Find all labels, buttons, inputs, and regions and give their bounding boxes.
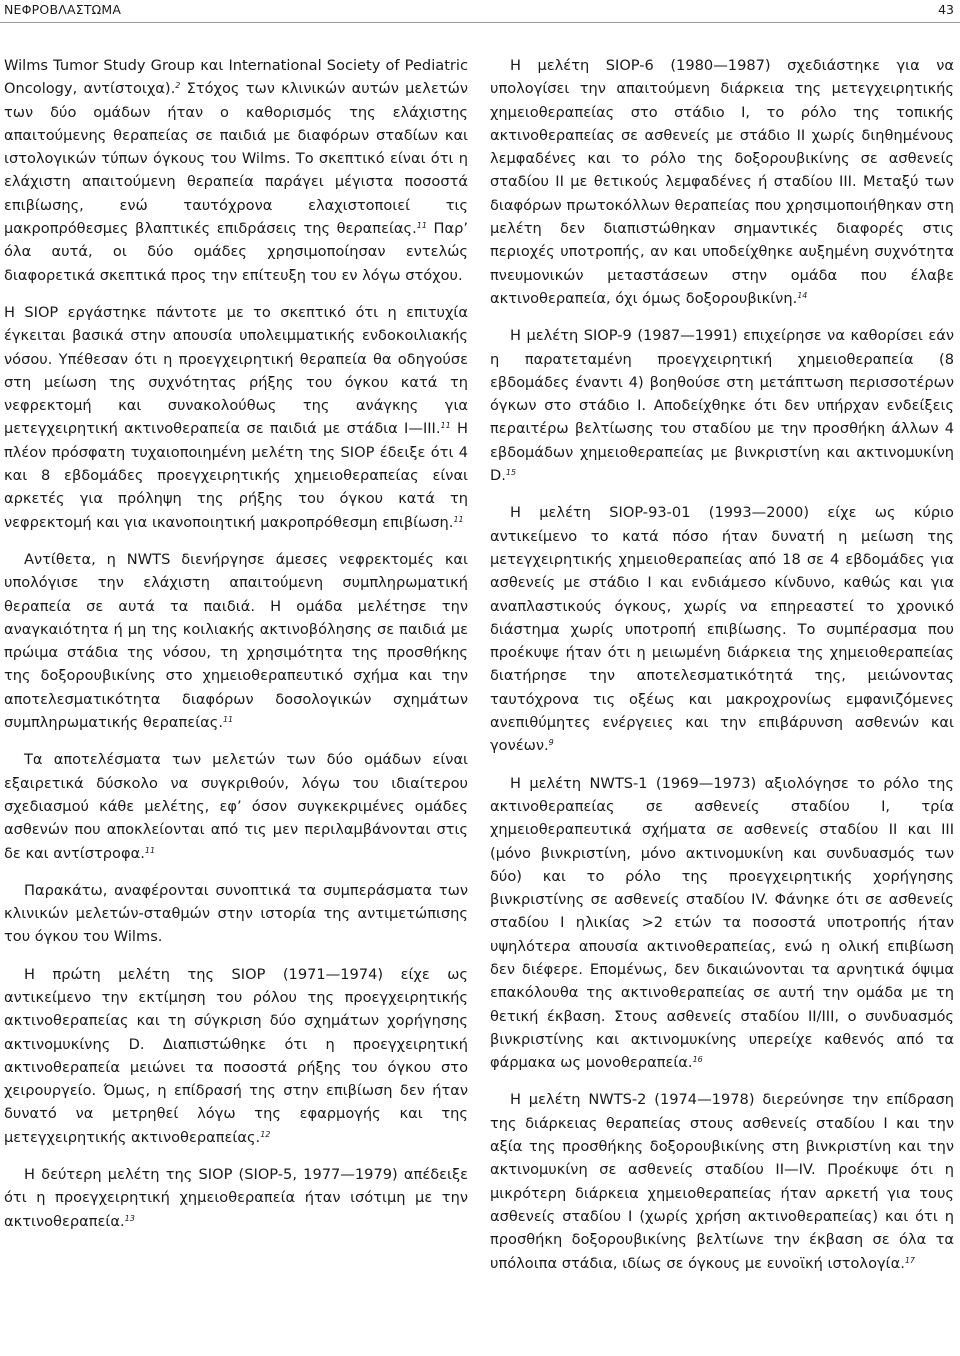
paragraph: Αντίθετα, η NWTS διενήργησε άμεσες νεφρεκτομές και υπολόγισε την ελάχιστη απαιτούμενη συμπληρωματική θεραπεία σε αυτά τα παιδιά. Η ομάδα μελέτησε την αναγκαιότητα ή μη της κοιλιακής ακτινοβόλησης σε παιδιά με πρώιμα στάδια της νόσου, τη χρησιμότητα της προσθήκης της δοξορουβικίνης στο χημειοθεραπευτικό σχήμα και την αποτελεσματικότητα διαφόρων δοσολογικών σχημάτων συμπληρωματικής θεραπείας.$^{11}$ <box>4 550 468 732</box>
paragraph: Η μελέτη SIOP-9 (1987—1991) επιχείρησε να καθορίσει εάν η παρατεταμένη προεγχειρητική χημειοθεραπεία (8 εβδομάδες έναντι 4) βοηθούσε στη μετάπτωση περισσοτέρων όγκων στο στάδιο Ι. Αποδείχθηκε ότι δεν υπήρχαν ενδείξεις περαιτέρω βελτίωσης του σταδίου με την προσθήκη άλλων 4 εβδομάδων χημειοθεραπείας με βινκριστίνη και ακτινομυκίνη D.$^{15}$ <box>490 327 954 485</box>
paragraph: Η μελέτη NWTS-1 (1969—1973) αξιολόγησε το ρόλο της ακτινοθεραπείας σε ασθενείς σταδίου Ι, τρία χημειοθεραπευτικά σχήματα σε ασθενείς σταδίου ΙΙ και ΙΙΙ (μόνο βινκριστίνη, μόνο ακτινομυκίνη και συνδυασμός των δύο) και το ρόλο της προεγχειρητικής χορήγησης βινκριστίνης σε ασθενείς σταδίου IV. Φάνηκε ότι σε ασθενείς σταδίου Ι ηλικίας >2 ετών τα ποσοστά υποτροπής ήταν υψηλότερα απουσία ακτινοθεραπείας, ενώ η ολική επιβίωση δεν διέφερε. Επομένως, δεν δικαιώνονται τα αρνητικά όψιμα επακόλουθα της ακτινοθεραπείας σε αυτή την ομάδα με τη θετική έκβαση. Στους ασθενείς σταδίου ΙΙ/ΙΙΙ, ο συνδυασμός βινκριστίνης και ακτινομυκίνης υπερείχε καθενός από τα φάρμακα ως μονοθεραπεία.$^{16}$ <box>490 774 954 1072</box>
paragraph: Η μελέτη SIOP-93-01 (1993—2000) είχε ως κύριο αντικείμενο το κατά πόσο ήταν δυνατή η μείωση της μετεγχειρητικής χημειοθεραπείας από 18 σε 4 εβδομάδες για ασθενείς με στάδιο Ι και ενδιάμεσο κίνδυνο, καθώς και για αναπλαστικούς όγκους, χωρίς να επηρεαστεί το χρονικό διάστημα χωρίς υποτροπή επιβίωσης. Το συμπέρασμα που προέκυψε ήταν ότι η μειωμένη διάρκεια της χημειοθεραπείας διατήρησε την αποτελεσματικότητά της, μειώνοντας ταυτόχρονα τις οξέως και μακροχρονίως εμφανιζόμενες ανεπιθύμητες ενέργειες και την επιβάρυνση ασθενών και γονέων.$^9$ <box>490 504 954 755</box>
page-number: 43 <box>938 2 954 17</box>
running-title: ΝΕΦΡΟΒΛΑΣΤΩΜΑ <box>4 2 122 17</box>
paragraph: Η πρώτη μελέτη της SIOP (1971—1974) είχε ως αντικείμενο την εκτίμηση του ρόλου της προεγχειρητικής ακτινοθεραπείας και τη σύγκριση δύο σχημάτων χορήγησης ακτινομυκίνης D. Διαπιστώθηκε ότι η προεγχειρητική ακτινοθεραπεία μειώνει τα ποσοστά ρήξης του όγκου στο χειρουργείο. Όμως, η επίδρασή της στην επιβίωση δεν ήταν δυνατό να μετρηθεί λόγω της εφαρμογής και της μετεγχειρητικής ακτινοθεραπείας.$^{12}$ <box>4 965 468 1146</box>
paragraph: Wilms Tumor Study Group και International Society of Pediatric Oncology, αντίστοιχα).$^2$ Στόχος των κλινικών αυτών μελετών των δύο ομάδων ήταν ο καθορισμός της ελάχιστης απαιτούμενης θεραπείας σε παιδιά με διαφόρων σταδίων και ιστολογικών τύπων όγκους του Wilms. Το σκεπτικό είναι ότι η ελάχιστη απαιτούμενη θεραπεία παράγει μέγιστα ποσοστά επιβίωσης, ενώ ταυτόχρονα ελαχιστοποιεί τις μακροπρόθεσμες βλαπτικές επιδράσεις της θεραπείας.$^{11}$ Παρ’ όλα αυτά, οι δύο ομάδες χρησιμοποίησαν εντελώς διαφορετικά σκεπτικά προς την επίτευξη του εν λόγω στόχου. <box>4 57 468 284</box>
paragraph: Τα αποτελέσματα των μελετών των δύο ομάδων είναι εξαιρετικά δύσκολο να συγκριθούν, λόγω του ιδιαίτερου σχεδιασμού κάθε μελέτης, εφ’ όσον συγκεκριμένες ομάδες ασθενών που αποκλείονται από τις μεν περιλαμβάνονται στις δε και αντίστροφα.$^{11}$ <box>4 751 468 862</box>
paragraph: Η μελέτη SIOP-6 (1980—1987) σχεδιάστηκε για να υπολογίσει την απαιτούμενη διάρκεια της μετεγχειρητικής χημειοθεραπείας στο στάδιο Ι, το ρόλο της τοπικής ακτινοθεραπείας σε ασθενείς με στάδιο ΙΙ χωρίς διηθημένους λεμφαδένες και το ρόλο της δοξορουβικίνης σε ασθενείς σταδίου ΙΙ με θετικούς λεμφαδένες ή σταδίου ΙΙΙ. Μεταξύ των διαφόρων πρωτοκόλλων θεραπείας που χρησιμοποιήθηκαν στη μελέτη δεν διαπιστώθηκαν σημαντικές διαφορές στις περιοχές υποτροπής, αν και υποδείχθηκε αυξημένη συχνότητα πνευμονικών μεταστάσεων στην ομάδα που έλαβε ακτινοθεραπεία, όχι όμως δοξορουβικίνη.$^{14}$ <box>490 57 954 307</box>
paragraph: Η SIOP εργάστηκε πάντοτε με το σκεπτικό ότι η επιτυχία έγκειται βασικά στην απουσία υπολειμματικής ενδοκοιλιακής νόσου. Υπέθεσαν ότι η προεγχειρητική θεραπεία θα οδηγούσε στη μείωση της συχνότητας ρήξης του όγκου κατά τη νεφρεκτομή και συνακολούθως της ανάγκης για μετεγχειρητική ακτινοθεραπεία σε παιδιά με στάδια Ι—ΙΙΙ.$^{11}$ Η πλέον πρόσφατη τυχαιοποιημένη μελέτη της SIOP έδειξε ότι 4 και 8 εβδομάδες προεγχειρητικής χημειοθεραπείας είναι αρκετές για πρόληψη της ρήξης του όγκου κατά τη νεφρεκτομή και για ικανοποιητική μακροπρόθεσμη επιβίωση.$^{11}$ <box>4 303 468 531</box>
page-header <box>0 0 960 23</box>
paragraph: Η δεύτερη μελέτη της SIOP (SIOP-5, 1977—1979) απέδειξε ότι η προεγχειρητική χημειοθεραπεία ήταν ισότιμη με την ακτινοθεραπεία.$^{13}$ <box>4 1166 468 1230</box>
left-column <box>4 54 468 1247</box>
paragraph: Η μελέτη NWTS-2 (1974—1978) διερεύνησε την επίδραση της διάρκειας θεραπείας στους ασθενείς σταδίου Ι και την αξία της προσθήκης δοξορουβικίνης στη βινκριστίνη και την ακτινομυκίνη σε ασθενείς σταδίου ΙΙ—IV. Προέκυψε ότι η μικρότερη διάρκεια χημειοθεραπείας ήταν αρκετή για τους ασθενείς σταδίου Ι (χωρίς χρήση ακτινοθεραπείας) και ότι η προσθήκη δοξορουβικίνης βελτίωνε την έκβαση σε όλα τα υπόλοιπα στάδια, ιδίως σε όγκους με ευνοϊκή ιστολογία.$^{17}$ <box>490 1091 954 1272</box>
paragraph: Παρακάτω, αναφέρονται συνοπτικά τα συμπεράσματα των κλινικών μελετών-σταθμών στην ιστορία της αντιμετώπισης του όγκου του Wilms. <box>4 881 468 946</box>
right-column <box>490 54 954 1289</box>
